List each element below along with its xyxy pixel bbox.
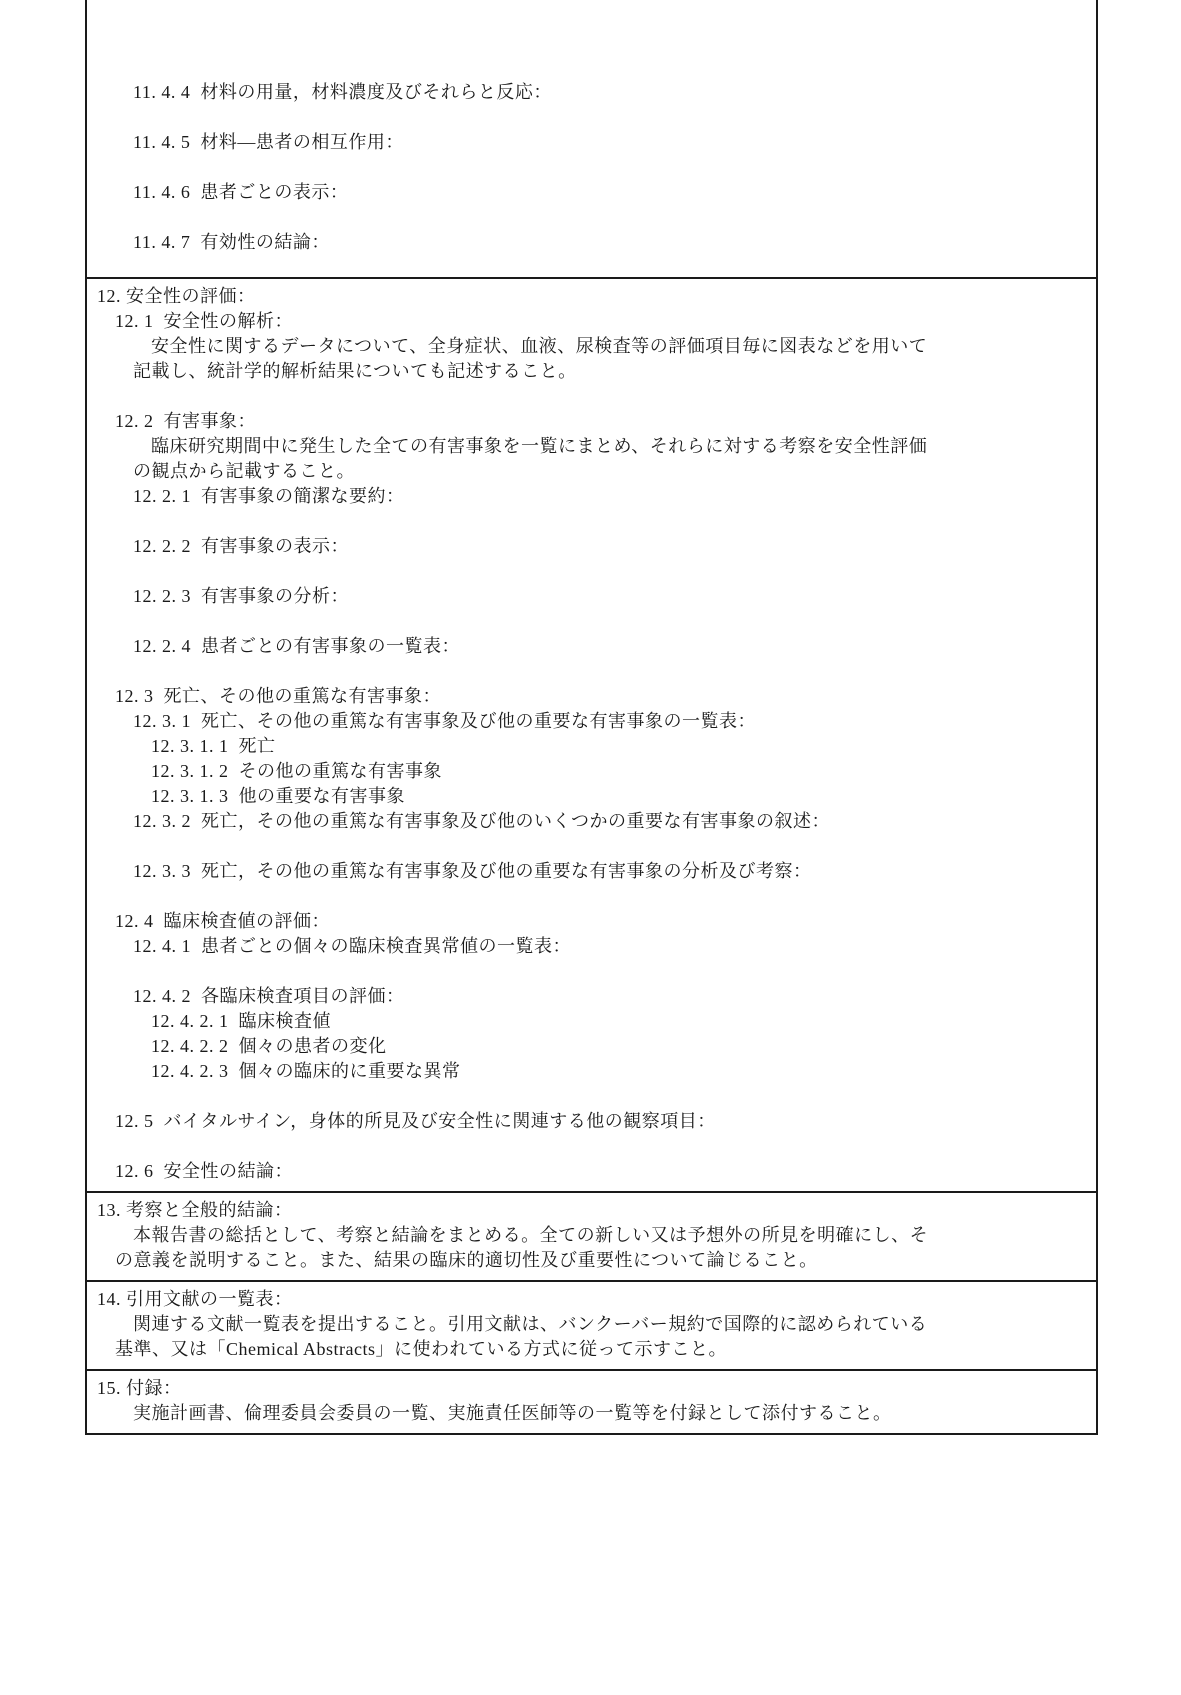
document-line: 11. 4. 7 有効性の結論： bbox=[133, 232, 330, 252]
document-line: 12. 3. 1 死亡、その他の重篤な有害事象及び他の重要な有害事象の一覧表： bbox=[133, 711, 756, 731]
blank-line bbox=[93, 659, 1088, 684]
document-line: 関連する文献一覧表を提出すること。引用文献は、バンクーバー規約で国際的に認められている bbox=[133, 1314, 928, 1334]
section-12-box bbox=[85, 277, 1098, 1193]
section-11-box bbox=[85, 0, 1098, 279]
document-line: 12. 4. 1 患者ごとの個々の臨床検査異常値の一覧表： bbox=[133, 936, 571, 956]
document-line: 11. 4. 6 患者ごとの表示： bbox=[133, 182, 349, 202]
blank-line bbox=[93, 959, 1088, 984]
document-line: 12. 2 有害事象： bbox=[115, 411, 256, 431]
document-line: 12. 1 安全性の解析： bbox=[115, 311, 293, 331]
document-line: 12. 4 臨床検査値の評価： bbox=[115, 911, 330, 931]
document-line: 12. 2. 1 有害事象の簡潔な要約： bbox=[133, 486, 405, 506]
document-line: 12. 2. 3 有害事象の分析： bbox=[133, 586, 349, 606]
document-line: 12. 3. 3 死亡，その他の重篤な有害事象及び他の重要な有害事象の分析及び考察： bbox=[133, 861, 812, 881]
document-line: 12. 3. 1. 1 死亡 bbox=[151, 736, 276, 756]
document-line: 11. 4. 4 材料の用量，材料濃度及びそれらと反応： bbox=[133, 82, 552, 102]
document-line: 12. 5 バイタルサイン，身体的所見及び安全性に関連する他の観察項目： bbox=[115, 1111, 716, 1131]
document-line: 12. 4. 2 各臨床検査項目の評価： bbox=[133, 986, 405, 1006]
blank-line bbox=[93, 384, 1088, 409]
document-line: 基準、又は「Chemical Abstracts」に使われている方式に従って示すこと。 bbox=[115, 1339, 727, 1359]
document-content bbox=[85, 0, 1098, 1435]
document-line: 12. 4. 2. 1 臨床検査値 bbox=[151, 1011, 331, 1031]
document-line: 12. 2. 2 有害事象の表示： bbox=[133, 536, 349, 556]
document-line: 12. 6 安全性の結論： bbox=[115, 1161, 293, 1181]
blank-line bbox=[93, 1084, 1088, 1109]
document-line: の観点から記載すること。 bbox=[133, 461, 355, 481]
document-line: 本報告書の総括として、考察と結論をまとめる。全ての新しい又は予想外の所見を明確にし、そ bbox=[133, 1225, 929, 1245]
section-14-box bbox=[85, 1280, 1098, 1371]
blank-line bbox=[93, 834, 1088, 859]
document-line: 12. 安全性の評価： bbox=[97, 286, 256, 306]
document-line: 12. 4. 2. 2 個々の患者の変化 bbox=[151, 1036, 387, 1056]
section-15-box bbox=[85, 1369, 1098, 1435]
blank-line bbox=[93, 559, 1088, 584]
document-line: の意義を説明すること。また、結果の臨床的適切性及び重要性について論じること。 bbox=[115, 1250, 818, 1270]
document-line: 11. 4. 5 材料―患者の相互作用： bbox=[133, 132, 404, 152]
document-line: 12. 4. 2. 3 個々の臨床的に重要な異常 bbox=[151, 1061, 461, 1081]
document-line: 12. 3 死亡、その他の重篤な有害事象： bbox=[115, 686, 441, 706]
section-13-box bbox=[85, 1191, 1098, 1282]
blank-line bbox=[93, 205, 1088, 230]
document-line: 14. 引用文献の一覧表： bbox=[97, 1289, 293, 1309]
blank-line bbox=[93, 155, 1088, 180]
document-line: 安全性に関するデータについて、全身症状、血液、尿検査等の評価項目毎に図表などを用いて bbox=[151, 336, 928, 356]
blank-line bbox=[93, 609, 1088, 634]
blank-line bbox=[93, 1134, 1088, 1159]
blank-line bbox=[93, 884, 1088, 909]
document-line: 12. 3. 1. 2 その他の重篤な有害事象 bbox=[151, 761, 442, 781]
document-line: 12. 3. 2 死亡，その他の重篤な有害事象及び他のいくつかの重要な有害事象の叙述： bbox=[133, 811, 830, 831]
document-line: 13. 考察と全般的結論： bbox=[97, 1200, 293, 1220]
document-line: 記載し、統計学的解析結果についても記述すること。 bbox=[133, 361, 577, 381]
document-line: 12. 2. 4 患者ごとの有害事象の一覧表： bbox=[133, 636, 460, 656]
document-line: 12. 3. 1. 3 他の重要な有害事象 bbox=[151, 786, 405, 806]
document-line: 臨床研究期間中に発生した全ての有害事象を一覧にまとめ、それらに対する考察を安全性評価 bbox=[151, 436, 928, 456]
document-line: 15. 付録： bbox=[97, 1378, 182, 1398]
document-line: 実施計画書、倫理委員会委員の一覧、実施責任医師等の一覧等を付録として添付すること。 bbox=[133, 1403, 892, 1423]
blank-line bbox=[93, 509, 1088, 534]
blank-line bbox=[93, 105, 1088, 130]
